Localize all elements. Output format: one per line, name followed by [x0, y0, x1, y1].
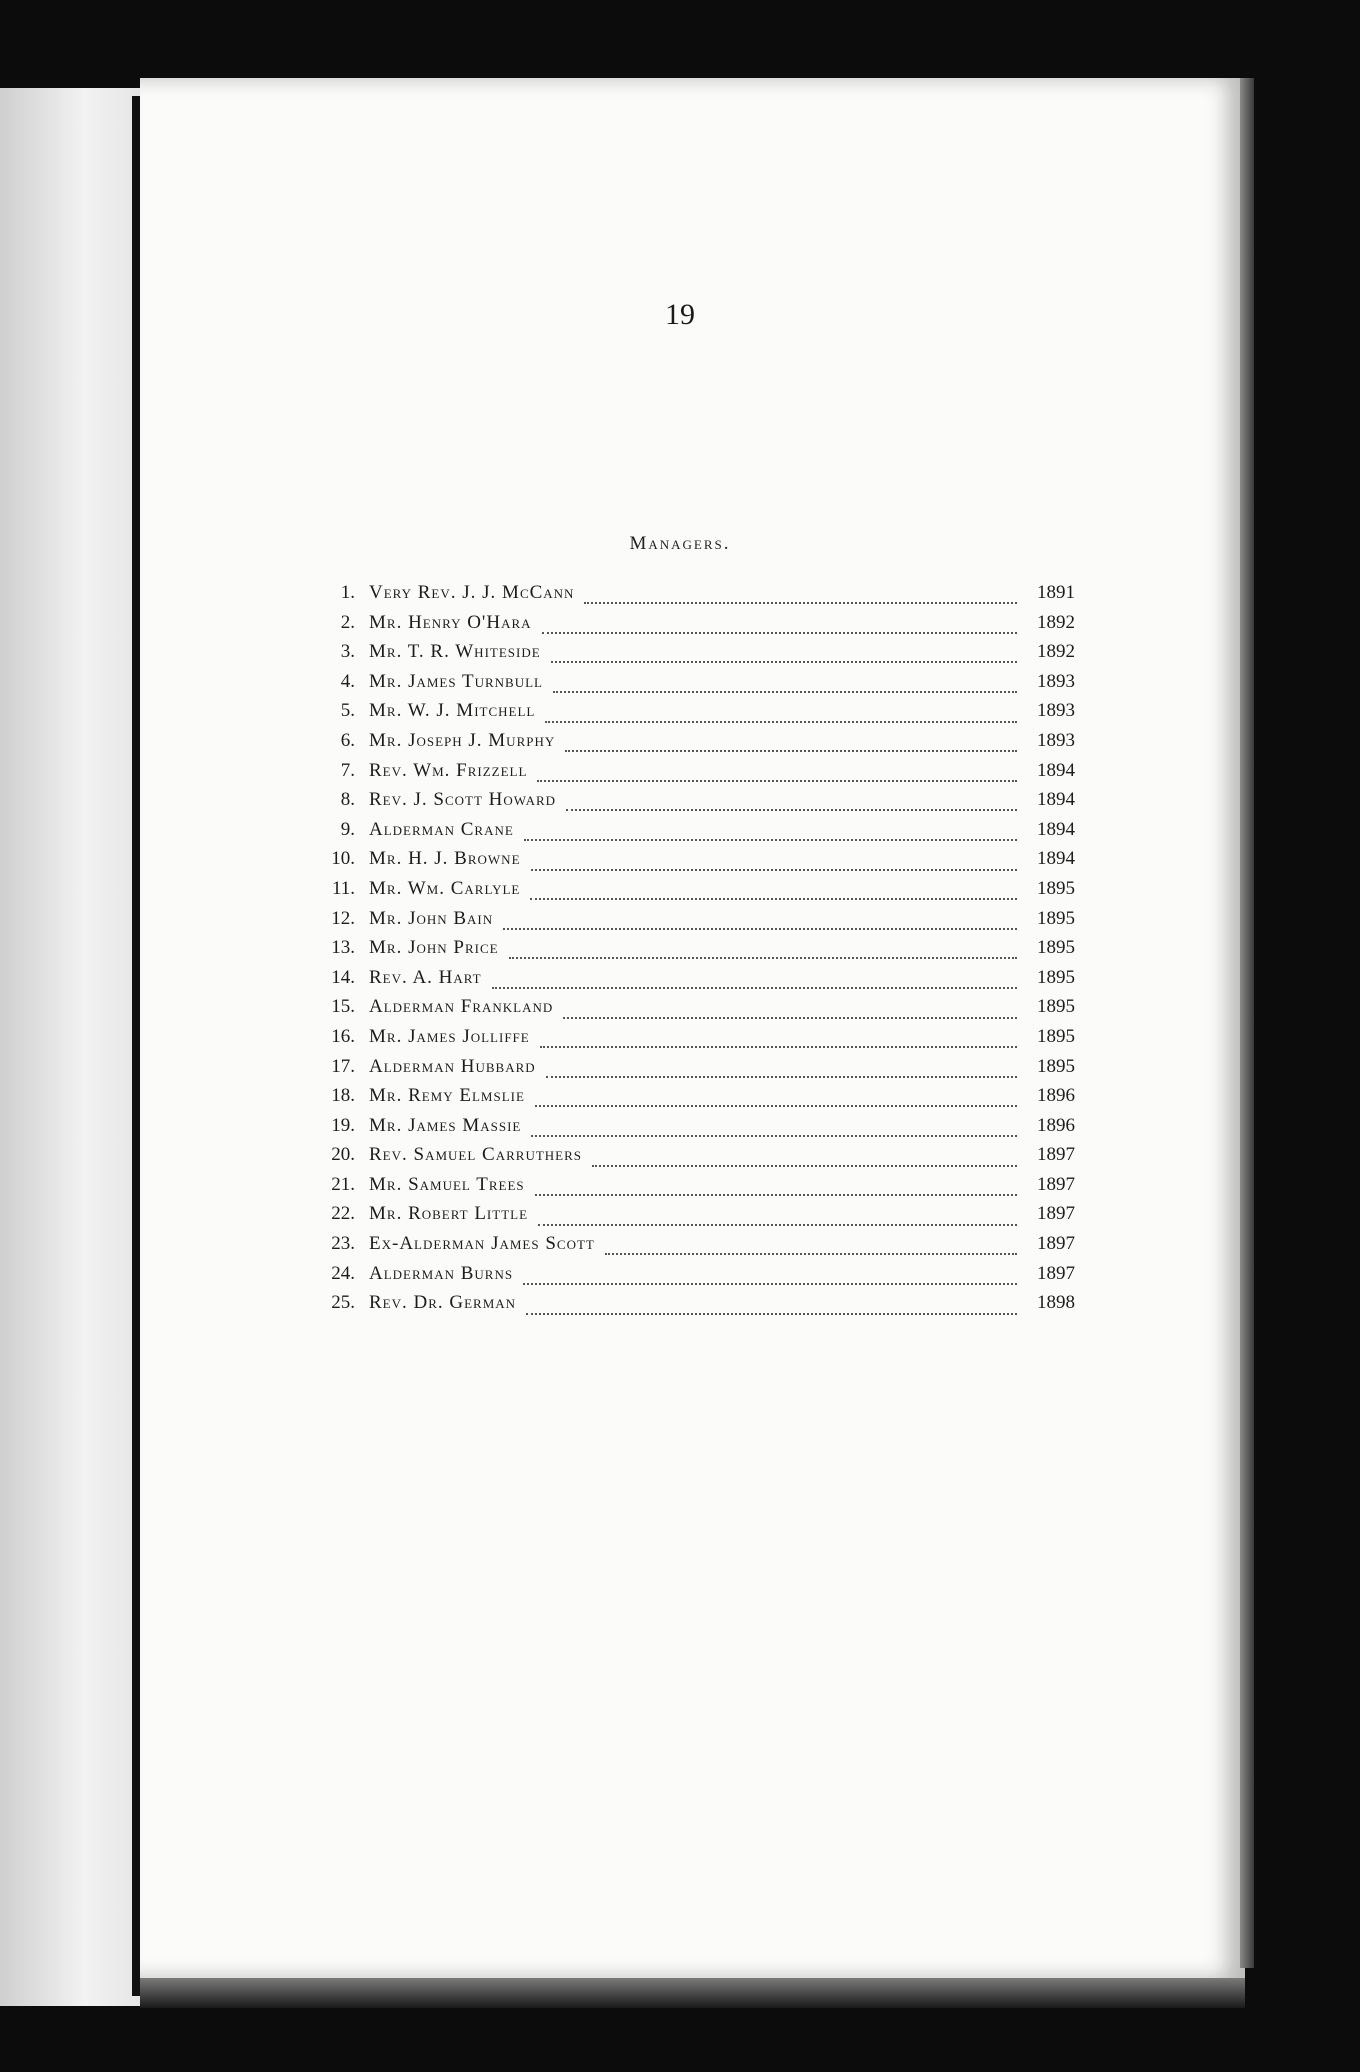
manager-entry	[315, 819, 1075, 849]
entry-number: 24.	[331, 1262, 355, 1284]
entry-year: 1897	[1037, 1262, 1075, 1284]
entry-year: 1894	[1037, 789, 1075, 811]
manager-entry	[315, 996, 1075, 1026]
manager-name: Rev. Dr. German	[369, 1292, 517, 1314]
manager-name: Rev. Samuel Carruthers	[369, 1144, 582, 1166]
manager-entry	[315, 1174, 1075, 1204]
manager-entry	[315, 1144, 1075, 1174]
manager-name: Alderman Hubbard	[369, 1055, 536, 1077]
dot-leader	[542, 631, 1017, 634]
manager-name: Alderman Crane	[369, 818, 514, 840]
entry-number: 4.	[340, 670, 355, 692]
manager-name: Ex-Alderman James Scott	[369, 1233, 595, 1255]
manager-name: Rev. Wm. Frizzell	[369, 759, 528, 781]
manager-entry	[315, 1233, 1075, 1263]
manager-entry	[315, 612, 1075, 642]
dot-leader	[509, 956, 1017, 959]
manager-name: Rev. A. Hart	[369, 966, 482, 988]
entry-number: 12.	[331, 907, 355, 929]
entry-number: 16.	[331, 1025, 355, 1047]
manager-entry	[315, 1292, 1075, 1322]
entry-number: 9.	[340, 818, 355, 840]
manager-name: Mr. Joseph J. Murphy	[369, 729, 556, 751]
entry-year: 1893	[1037, 670, 1075, 692]
manager-entry	[315, 1203, 1075, 1233]
manager-name: Very Rev. J. J. McCann	[369, 582, 575, 603]
entry-year: 1897	[1037, 1233, 1075, 1255]
entry-year: 1896	[1037, 1085, 1075, 1107]
entry-number: 7.	[340, 759, 355, 781]
dot-leader	[531, 868, 1017, 871]
dot-leader	[540, 1045, 1017, 1048]
dot-leader	[551, 660, 1017, 663]
manager-name: Rev. J. Scott Howard	[369, 789, 557, 811]
entry-number: 8.	[340, 789, 355, 811]
dot-leader	[503, 927, 1017, 930]
manager-name: Mr. T. R. Whiteside	[369, 641, 541, 663]
entry-year: 1895	[1037, 1055, 1075, 1077]
entry-number: 2.	[340, 611, 355, 633]
manager-entry	[315, 700, 1075, 730]
manager-entry	[315, 1085, 1075, 1115]
dot-leader	[523, 1282, 1017, 1285]
dot-leader	[492, 986, 1017, 989]
manager-name: Mr. W. J. Mitchell	[369, 700, 536, 722]
manager-name: Mr. Samuel Trees	[369, 1173, 525, 1195]
manager-entry	[315, 1056, 1075, 1086]
manager-name: Mr. H. J. Browne	[369, 848, 521, 870]
manager-name: Mr. James Jolliffe	[369, 1025, 530, 1047]
dot-leader	[553, 690, 1017, 693]
entry-year: 1897	[1037, 1173, 1075, 1195]
entry-year: 1894	[1037, 759, 1075, 781]
entry-number: 6.	[340, 729, 355, 751]
dot-leader	[546, 1075, 1017, 1078]
dot-leader	[535, 1193, 1017, 1196]
manager-name: Mr. John Bain	[369, 907, 494, 929]
entry-number: 1.	[340, 582, 355, 603]
page-number: 19	[665, 298, 695, 331]
entry-number: 15.	[331, 996, 355, 1018]
entry-year: 1898	[1037, 1292, 1075, 1314]
entry-year: 1897	[1037, 1203, 1075, 1225]
manager-entry	[315, 582, 1075, 612]
dot-leader	[524, 838, 1017, 841]
managers-list	[315, 582, 1075, 1322]
dot-leader	[526, 1312, 1017, 1315]
entry-number: 22.	[331, 1203, 355, 1225]
dot-leader	[538, 1223, 1017, 1226]
manager-name: Mr. Henry O'Hara	[369, 611, 532, 633]
dot-leader	[530, 897, 1017, 900]
entry-number: 10.	[331, 848, 355, 870]
facing-page	[0, 88, 140, 2006]
dot-leader	[565, 749, 1017, 752]
manager-entry	[315, 641, 1075, 671]
page-bottom-edge	[140, 1978, 1245, 2008]
entry-number: 17.	[331, 1055, 355, 1077]
section-heading: Managers.	[629, 533, 731, 554]
entry-number: 14.	[331, 966, 355, 988]
manager-entry	[315, 967, 1075, 997]
entry-year: 1895	[1037, 877, 1075, 899]
manager-entry	[315, 1263, 1075, 1293]
dot-leader	[563, 1016, 1017, 1019]
manager-entry	[315, 878, 1075, 908]
dot-leader	[592, 1164, 1017, 1167]
manager-entry	[315, 1026, 1075, 1056]
entry-number: 20.	[331, 1144, 355, 1166]
manager-entry	[315, 1115, 1075, 1145]
entry-year: 1892	[1037, 611, 1075, 633]
dot-leader	[537, 779, 1017, 782]
entry-number: 5.	[340, 700, 355, 722]
entry-number: 19.	[331, 1114, 355, 1136]
entry-year: 1895	[1037, 1025, 1075, 1047]
entry-number: 3.	[340, 641, 355, 663]
entry-number: 18.	[331, 1085, 355, 1107]
dot-leader	[535, 1104, 1017, 1107]
manager-name: Mr. James Turnbull	[369, 670, 543, 692]
manager-name: Mr. Wm. Carlyle	[369, 877, 521, 899]
manager-name: Alderman Frankland	[369, 996, 554, 1018]
manager-entry	[315, 671, 1075, 701]
entry-year: 1897	[1037, 1144, 1075, 1166]
entry-year: 1893	[1037, 700, 1075, 722]
manager-name: Mr. James Massie	[369, 1114, 522, 1136]
entry-number: 25.	[331, 1292, 355, 1314]
entry-year: 1895	[1037, 907, 1075, 929]
entry-number: 23.	[331, 1233, 355, 1255]
manager-name: Mr. John Price	[369, 937, 499, 959]
dot-leader	[545, 720, 1017, 723]
entry-year: 1891	[1037, 582, 1075, 603]
dot-leader	[566, 808, 1017, 811]
entry-year: 1896	[1037, 1114, 1075, 1136]
entry-number: 13.	[331, 937, 355, 959]
manager-entry	[315, 730, 1075, 760]
entry-year: 1895	[1037, 937, 1075, 959]
manager-entry	[315, 908, 1075, 938]
entry-year: 1895	[1037, 996, 1075, 1018]
entry-year: 1894	[1037, 848, 1075, 870]
manager-entry	[315, 760, 1075, 790]
manager-entry	[315, 937, 1075, 967]
manager-entry	[315, 789, 1075, 819]
dot-leader	[584, 601, 1017, 604]
dot-leader	[605, 1252, 1017, 1255]
dot-leader	[531, 1134, 1017, 1137]
entry-number: 21.	[331, 1173, 355, 1195]
manager-name: Mr. Remy Elmslie	[369, 1085, 525, 1107]
entry-year: 1893	[1037, 729, 1075, 751]
page-edge	[1240, 78, 1254, 1968]
manager-name: Alderman Burns	[369, 1262, 514, 1284]
entry-year: 1894	[1037, 818, 1075, 840]
entry-year: 1892	[1037, 641, 1075, 663]
manager-name: Mr. Robert Little	[369, 1203, 529, 1225]
manager-entry	[315, 848, 1075, 878]
entry-number: 11.	[331, 877, 355, 899]
entry-year: 1895	[1037, 966, 1075, 988]
